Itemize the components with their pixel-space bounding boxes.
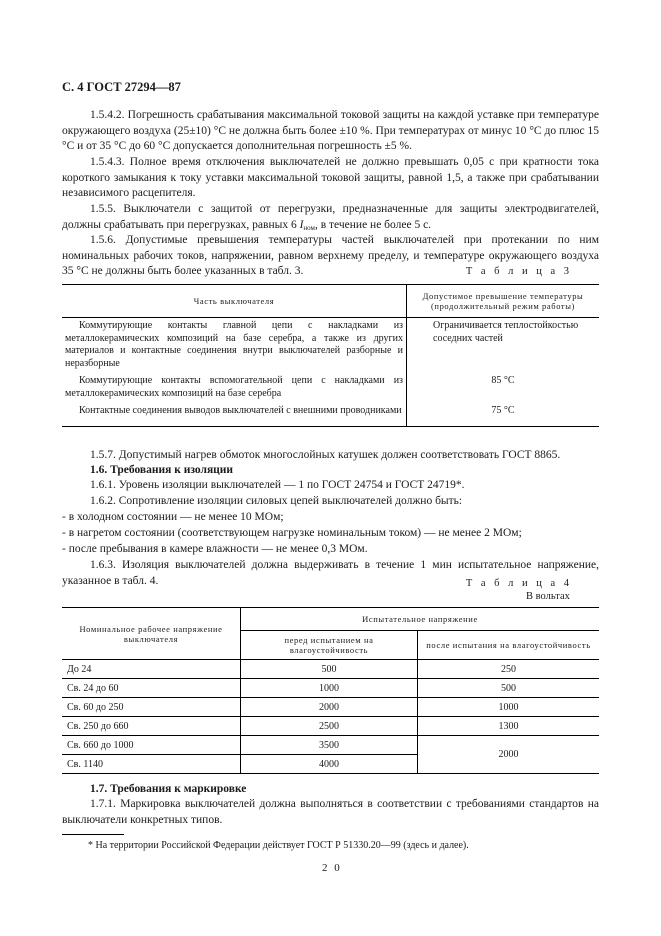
table-3-cell-part [62, 403, 407, 426]
table-row [62, 403, 599, 426]
table-row [62, 660, 599, 679]
table-row [62, 698, 599, 717]
table-row [62, 318, 599, 374]
paragraph-1-5-6: 1.5.6. Допустимые превышения температуры частей выключателей при протекании по ним номинальных рабочих токов, напряжении, равном верхнему пределу, и температуре окружающего воздуха 35 °С не должны быть более указанных в табл. 3. [62, 234, 599, 277]
paragraph-1-5-4-2: 1.5.4.2. Погрешность срабатывания максимальной токовой защиты на каждой уставке при температуре окружающего воздуха (25±10) °С не должна быть более ±10 %. При температурах от минус 10 °С до плюс 15 °С и от 35 °С до 60 °С допускается дополнительная погрешность ±5 %. [62, 109, 599, 152]
table-4-cell-before: 500 [241, 660, 418, 679]
table-4-units: В вольтах [526, 591, 570, 602]
current-subscript: ном [303, 223, 315, 232]
table-3-caption: Т а б л и ц а 3 [465, 266, 572, 277]
table-4-header-test-voltage: Испытательное напряжение [241, 608, 600, 631]
table-4 [62, 607, 599, 774]
table-3-cell-value: 85 °С [491, 375, 515, 386]
paragraph-1-7-1: 1.7.1. Маркировка выключателей должна выполняться в соответствии с требованиями стандартов на выключатели конкретных типов. [62, 798, 599, 826]
section-heading-1-7: 1.7. Требования к маркировке [90, 783, 247, 795]
table-4-cell-before: 1000 [241, 679, 418, 698]
table-4-cell-nominal: До 24 [62, 660, 241, 679]
table-4-cell-after: 250 [418, 660, 600, 679]
table-3-cell-value: 75 °С [407, 403, 600, 426]
paragraph-1-5-5-text-b: , в течение не более 5 с. [314, 218, 432, 231]
table-3-cell-part-text: Коммутирующие контакты вспомогательной цепи с накладками из металлокерамических композиций на базе серебра [65, 375, 403, 399]
table-4-header-row [62, 608, 599, 631]
table-4-cell-nominal: Св. 250 до 660 [62, 717, 241, 736]
page-number: 2 0 [322, 862, 342, 874]
table-4-cell-after: 1000 [418, 698, 600, 717]
table-4-cell-before: 2500 [241, 717, 418, 736]
paragraph-1-6-1: 1.6.1. Уровень изоляции выключателей — 1 по ГОСТ 24754 и ГОСТ 24719*. [90, 479, 465, 491]
table-row [62, 679, 599, 698]
table-4-cell-before: 3500 [241, 736, 418, 755]
table-4-header-after: после испытания на влагоустойчивость [418, 631, 600, 660]
table-3-header-row [62, 285, 599, 318]
page-header: С. 4 ГОСТ 27294—87 [62, 80, 181, 94]
table-3-cell-part-text: Контактные соединения выводов выключателей с внешними проводниками [79, 405, 402, 416]
section-heading-1-6: 1.6. Требования к изоляции [90, 464, 234, 476]
paragraph-1-5-7: 1.5.7. Допустимый нагрев обмоток многослойных катушек должен соответствовать ГОСТ 8865. [90, 449, 561, 461]
table-3-cell-part-text: Коммутирующие контакты главной цепи с накладками из металлокерамических композиций на базе серебра, а также из других материалов и контактные соединения внутри выключателей разборные и неразборные [65, 320, 403, 369]
paragraph-1-6-3: 1.6.3. Изоляция выключателей должна выдерживать в течение 1 мин испытательное напряжение, указанное в табл. 4. [62, 559, 599, 587]
paragraph-1-5-4-3: 1.5.4.3. Полное время отключения выключателей не должно превышать 0,05 с при кратности тока короткого замыкания к току уставки максимальной токовой защиты, равной 1,5, а также при срабатывании независимого расцепителя. [62, 156, 599, 199]
current-symbol: I [299, 218, 304, 231]
footnote-divider [62, 834, 124, 835]
table-4-cell-nominal: Св. 60 до 250 [62, 698, 241, 717]
table-4-cell-nominal: Св. 24 до 60 [62, 679, 241, 698]
paragraph-1-5-5 [62, 202, 599, 236]
table-3-cell-part [62, 373, 407, 403]
list-item: - в нагретом состоянии (соответствующем нагрузке номинальным током) — не менее 2 МОм; [62, 527, 522, 539]
table-3-cell-part [62, 318, 407, 374]
table-3-header-part: Часть выключателя [62, 285, 407, 318]
list-item: - в холодном состоянии — не менее 10 МОм; [62, 511, 284, 523]
table-4-cell-after: 500 [418, 679, 600, 698]
table-4-cell-before: 4000 [241, 755, 418, 774]
table-row [62, 373, 599, 403]
table-4-cell-after: 1300 [418, 717, 600, 736]
table-3-cell-value: Ограничивается теплостойкостью соседних частей [433, 320, 579, 344]
table-4-header-before: перед испытанием на влагоустойчивость [241, 631, 418, 660]
paragraph-1-6-2: 1.6.2. Сопротивление изоляции силовых цепей выключателей должно быть: [90, 495, 463, 507]
table-row [62, 717, 599, 736]
table-4-cell-after-merged: 2000 [418, 736, 600, 774]
footnote: * На территории Российской Федерации действует ГОСТ Р 51330.20—99 (здесь и далее). [88, 840, 469, 851]
table-4-cell-before: 2000 [241, 698, 418, 717]
table-4-header-nominal: Номинальное рабочее напряжение выключателя [62, 608, 241, 660]
table-3 [62, 284, 599, 427]
paragraph-1-5-5-text-a: 1.5.5. Выключатели с защитой от перегрузки, предназначенные для защиты электродвигателей, должны срабатывать при перегрузках, равных 6 [62, 203, 599, 231]
table-4-caption: Т а б л и ц а 4 [465, 578, 572, 589]
table-4-cell-nominal: Св. 660 до 1000 [62, 736, 241, 755]
table-3-header-temperature: Допустимое превышение температуры (продолжительный режим работы) [407, 285, 600, 318]
list-item: - после пребывания в камере влажности — не менее 0,3 МОм. [62, 543, 368, 555]
table-4-cell-nominal: Св. 1140 [62, 755, 241, 774]
table-row [62, 736, 599, 755]
